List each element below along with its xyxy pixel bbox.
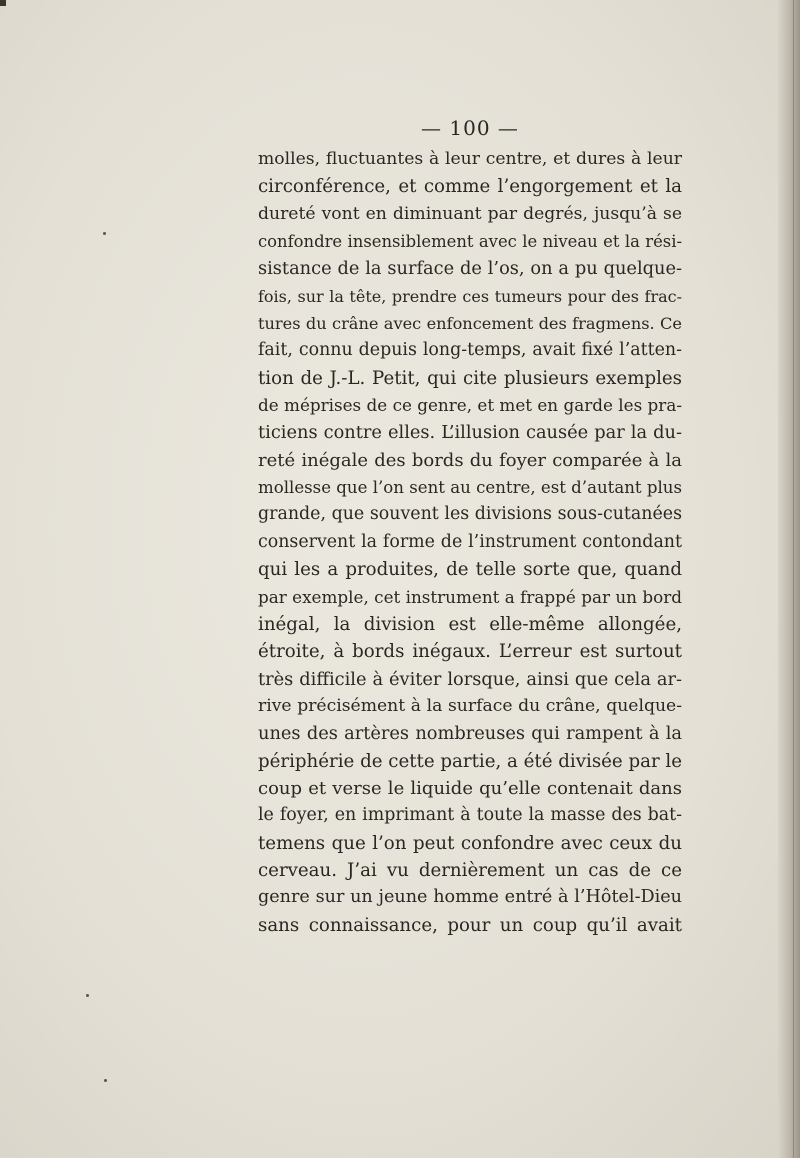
text-line: par exemple, cet instrument a frappé par un bord [258,586,682,607]
text-line: reté inégale des bords du foyer comparée à la [258,449,682,471]
text-line: de méprises de ce genre, et met en garde les pra- [258,395,682,416]
text-line: unes des artères nombreuses qui rampent à la [258,723,682,745]
text-line: circonférence, et comme l’engorgement et la [258,176,682,198]
paper-speck [103,232,106,235]
text-line: genre sur un jeune homme entré à l’Hôtel-Dieu [258,887,682,908]
text-line: coup et verse le liquide qu’elle contenait dans [258,777,682,799]
text-line: confondre insensiblement avec le niveau et la rési- [258,232,682,252]
text-line: dureté vont en diminuant par degrés, jusqu’à se [258,203,682,224]
text-line: le foyer, en imprimant à toute la masse des bat- [258,805,682,826]
text-line: grande, que souvent les divisions sous-cutanées [258,504,682,525]
text-line: tures du crâne avec enfoncement des fragmens. Ce [258,314,682,334]
body-text [258,146,682,939]
text-line: tion de J.-L. Petit, qui cite plusieurs exemples [258,367,682,389]
page-edge-line [793,0,794,1158]
text-line: qui les a produites, de telle sorte que, quand [258,559,682,581]
text-line: conservent la forme de l’instrument contondant [258,531,682,552]
text-line: inégal, la division est elle-même allongée, [258,613,682,635]
text-line: sans connaissance, pour un coup qu’il avait [258,914,682,936]
text-line: mollesse que l’on sent au centre, est d’autant plus [258,478,682,498]
text-line: sistance de la surface de l’os, on a pu quelque- [258,258,682,280]
paper-speck [104,1079,107,1082]
text-line: périphérie de cette partie, a été divisée par le [258,750,682,772]
text-line: très difficile à éviter lorsque, ainsi que cela ar- [258,668,682,690]
text-line: étroite, à bords inégaux. L’erreur est surtout [258,641,682,663]
text-line: fois, sur la tête, prendre ces tumeurs pour des frac- [258,286,682,306]
text-line: cerveau. J’ai vu dernièrement un cas de ce [258,859,682,881]
page-edge-shadow [778,0,800,1158]
page-number: — 100 — [421,116,519,140]
text-line: molles, fluctuantes à leur centre, et dures à leur [258,149,682,169]
corner-mark [0,0,6,6]
text-line: ticiens contre elles. L’illusion causée par la du- [258,422,682,444]
text-line: rive précisément à la surface du crâne, quelque- [258,695,682,716]
text-line: temens que l’on peut confondre avec ceux du [258,832,682,854]
text-line: fait, connu depuis long-temps, avait fixé l’atten- [258,340,682,361]
paper-speck [86,994,89,997]
